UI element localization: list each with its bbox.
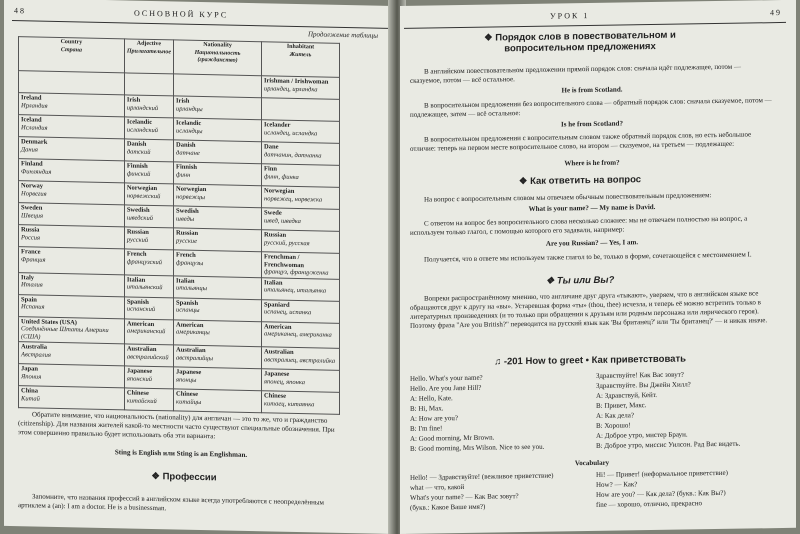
inhabitant-cell [262, 230, 340, 254]
cell-ru: исландец, исландка [264, 128, 318, 137]
dialog-line: Hello. What's your name? [410, 373, 483, 383]
cell-en: Irishman / Irishwoman [264, 77, 329, 86]
dialog-line: В: Хорошо! [596, 421, 631, 430]
country-cell [19, 386, 125, 410]
professions-title: ❖ Профессии [151, 470, 217, 484]
diamond-icon: ❖ [545, 275, 557, 287]
dialog-line: В: Привет, Макс. [596, 401, 647, 410]
nationality-cell [174, 162, 262, 186]
cell-ru: француз, француженка [264, 268, 329, 277]
cell-ru: русский, русская [264, 238, 310, 247]
cell-en: Russian [126, 228, 149, 236]
nationality-cell [174, 140, 262, 164]
vocabulary-item: what — что, какой [410, 482, 465, 492]
cell-ru: шведы [176, 214, 195, 223]
running-head-right: УРОК 1 [550, 11, 590, 21]
cell-en: Norwegian [126, 184, 158, 193]
nationality-cell [174, 206, 262, 230]
cell-en: Iceland [21, 116, 42, 124]
cell-ru: ирландец, ирландка [264, 84, 318, 93]
running-head: ОСНОВНОЙ КУРС [134, 8, 229, 20]
cell-en: Italian [264, 278, 283, 287]
cell-ru: норвежцы [176, 192, 205, 201]
answer-title: ❖ Как ответить на вопрос [518, 174, 642, 188]
right-page [400, 0, 796, 534]
vocabulary-item: How are you? — Как дела? (букв.: Как Вы?) [596, 488, 726, 499]
cell-ru: Норвегия [21, 189, 47, 198]
dialog-russian [596, 368, 780, 451]
country-cell [19, 71, 125, 95]
inhabitant-cell [262, 142, 340, 166]
cell-ru: датчане [176, 148, 200, 157]
country-cell [19, 316, 125, 344]
cell-en: Finnish [126, 162, 148, 170]
vocabulary-item: fine — хорошо, отлично, прекрасно [596, 499, 703, 509]
cell-ru: испанский [126, 305, 156, 314]
dialog-line: А: Как дела? [596, 411, 634, 420]
vocabulary-item: (букв.: Какое Ваше имя?) [410, 502, 486, 512]
cell-en: Norwegian [176, 185, 207, 194]
cell-en: United States (USA) [21, 317, 77, 326]
cell-en: Spanish [126, 297, 149, 306]
adjective-cell [124, 73, 173, 96]
cell-ru: датский [126, 147, 151, 156]
cell-en: Icelander [264, 121, 291, 129]
inhabitant-cell [262, 98, 340, 122]
country-cell [19, 115, 125, 139]
thou-you-title: ❖ Ты или Вы? [545, 274, 615, 287]
nationality-cell [174, 345, 262, 369]
country-cell [19, 364, 125, 388]
cell-en: Irish [176, 97, 190, 105]
nationality-cell [174, 297, 262, 321]
cell-ru: итальянский [126, 283, 163, 292]
cell-ru [176, 75, 259, 77]
inhabitant-cell [262, 120, 340, 144]
cell-ru: исландцы [176, 126, 203, 135]
dialog-line: Hello. Are you Jane Hill? [410, 383, 482, 393]
nationality-cell [174, 118, 262, 142]
cell-en: American [126, 319, 155, 328]
cell-en: Irish [126, 96, 141, 104]
thou-you-text: Вопреки распространённому мнению, что англичане друг друга «тыкают», уверяем, что в английском языке все обращаются друг к другу на «вы». Устаревшая форма «ты» (thou, thee) исчезла, и теперь её можно встретить только в литературных произведениях (и то только при обращении к друзьям или родным персонажа или лирического героя). Поэтому фраза "Are you British?" переводится на русский язык как 'Вы британец?' или 'Ты британец?' — и никак иначе. [410, 289, 768, 330]
cell-en: Japan [21, 365, 38, 373]
table-caption: Продолжение таблицы [307, 30, 378, 40]
cell-ru: японский [126, 374, 152, 383]
word-order-example-2: Is he from Scotland? [561, 119, 623, 129]
adjective-cell [124, 117, 173, 140]
cell-en: American [264, 322, 292, 331]
cell-ru: японцы [176, 375, 197, 384]
diamond-icon: ❖ [151, 470, 163, 483]
vocabulary-item: Hi! — Привет! (неформальное приветствие) [596, 468, 728, 479]
cell-ru [264, 99, 337, 101]
cell-en: Australian [264, 348, 294, 356]
cell-en: Swedish [176, 207, 199, 215]
dialog-title: ♫ -201 How to greet • Как приветствовать [494, 353, 686, 368]
dialog-line: A: Good morning, Mr Brown. [410, 433, 495, 443]
cell-en: Swedish [126, 206, 150, 214]
cell-ru: Ирландия [21, 101, 48, 110]
adjective-cell [124, 249, 173, 276]
cell-en: Dane [264, 143, 279, 151]
cell-ru: русские [176, 236, 198, 245]
nationality-cell [174, 319, 262, 346]
cell-ru: японец, японка [264, 377, 306, 386]
cell-ru: Соединённые Штаты Америки (США) [21, 325, 109, 341]
cell-ru: датчанин, датчанка [264, 150, 322, 160]
adjective-cell [124, 205, 173, 228]
cell-ru [21, 72, 122, 74]
country-cell [19, 247, 125, 275]
word-order-p2: В вопросительном предложении без вопросительного слова — обратный порядок слов: сначала сказуемое, потом — подлежащее, затем — всё остальное: [410, 96, 772, 119]
nationality-note: Обратите внимание, что национальность (nationality) для англичан — это то же, что и гражданство (citizenship). Для названия жителей какой-то местности часто существуют специальные обозначения. При этом совершенно правильно будет использовать оба эти варианта: [18, 410, 335, 441]
answer-p3: Получается, что в ответе мы используем также глагол to be, только в форме, сочетающейся с местоимением I. [424, 250, 752, 264]
dialog-line: B: Good morning, Mrs Wilson. Nice to see you. [410, 442, 545, 453]
dialog-line: B: I'm fine! [410, 424, 443, 433]
cell-en: Japanese [126, 367, 153, 375]
cell-ru: китайцы [176, 397, 202, 406]
cell-en: Japanese [176, 368, 202, 377]
cell-en [176, 75, 259, 77]
cell-ru: французы [176, 258, 204, 267]
inhabitant-cell [262, 277, 340, 301]
cell-en: Finn [264, 165, 278, 173]
country-cell [19, 294, 125, 318]
cell-ru: норвежец, норвежка [264, 194, 323, 204]
nationality-cell [174, 367, 262, 391]
country-cell [19, 181, 125, 205]
left-page [4, 0, 392, 534]
vocabulary-title: Vocabulary [574, 458, 610, 468]
vocabulary-item: Hello! — Здравствуйте! (вежливое приветствие) [410, 471, 554, 482]
cell-en: Ireland [21, 94, 42, 102]
adjective-cell [124, 139, 173, 162]
cell-en: Russian [264, 231, 287, 239]
cell-en: Sweden [21, 204, 43, 212]
word-order-title: ❖ Порядок слов в повествовательном и вопросительном предложениях [484, 29, 676, 55]
header-nationality: Nationality Национальность (гражданство) [174, 40, 262, 76]
dialog-english [410, 371, 590, 454]
cell-ru: финский [126, 169, 151, 178]
country-cell [19, 272, 125, 296]
cell-ru: австралийский [126, 352, 169, 361]
cell-ru: итальянцы [176, 284, 207, 293]
adjective-cell [124, 344, 173, 367]
adjective-cell [124, 366, 173, 389]
cell-ru: норвежский [126, 191, 161, 200]
country-cell [19, 203, 125, 227]
inhabitant-cell [262, 76, 340, 100]
inhabitant-cell [262, 391, 340, 415]
cell-ru: ирландский [126, 103, 159, 112]
cell-en: Finland [21, 160, 43, 168]
cell-en [127, 74, 171, 75]
cell-ru: испанец, испанка [264, 308, 312, 317]
cell-ru: ирландцы [176, 104, 203, 113]
adjective-cell [124, 227, 173, 250]
cell-en: American [176, 320, 204, 329]
cell-ru: Япония [21, 372, 42, 381]
adjective-cell [124, 274, 173, 297]
cell-ru: Италия [21, 281, 43, 289]
cell-en: Denmark [21, 138, 48, 146]
dialog-line: В: Доброе утро, миссис Уилсон. Рад Вас видеть. [596, 439, 741, 450]
cell-ru: исландский [126, 125, 159, 134]
adjective-cell [124, 318, 173, 345]
cell-en: Italian [176, 276, 195, 285]
cell-en: France [21, 248, 41, 256]
inhabitant-cell [262, 186, 340, 210]
header-rule-right [404, 22, 786, 29]
cell-ru: австралийцы [176, 353, 214, 362]
cell-en: Danish [126, 140, 147, 148]
country-cell [19, 93, 125, 117]
country-cell [19, 342, 125, 366]
cell-en: Italian [126, 275, 146, 284]
answer-example-1: What is your name? — My name is David. [528, 202, 656, 213]
cell-en: Swede [264, 209, 282, 217]
country-cell [19, 159, 125, 183]
cell-en: Australian [126, 345, 157, 354]
adjective-cell [124, 95, 173, 118]
page-number-right: 49 [770, 7, 782, 18]
cell-ru: австралиец, австралийка [264, 355, 336, 365]
adjective-cell [124, 296, 173, 319]
country-cell [19, 225, 125, 249]
dialog-line: Здравствуйте! Как Вас зовут? [596, 370, 684, 380]
cell-en: Australia [21, 343, 47, 351]
cell-en: Spaniard [264, 300, 290, 309]
cell-en [264, 99, 337, 101]
word-order-example-1: He is from Scotland. [561, 85, 623, 95]
nationality-cell [174, 96, 262, 120]
adjective-cell [124, 388, 173, 411]
country-cell [19, 137, 125, 161]
dialog-line: B: Hi, Max. [410, 404, 444, 413]
cell-ru: французский [126, 257, 162, 266]
cell-en: Danish [176, 141, 196, 149]
cell-en: Norway [21, 182, 44, 190]
professions-text: Запомните, что названия профессий в английском языке всегда употребляются с неопределённым артиклем a (an): I am a doctor. He is a businessman. [18, 492, 324, 513]
cell-ru: шведский [126, 213, 153, 222]
header-adjective: Adjective Прилагательное [124, 39, 173, 74]
cell-ru: Испания [21, 303, 45, 311]
dialog-line: A: How are you? [410, 414, 459, 423]
vocabulary-item: What's your name? — Как Вас зовут? [410, 492, 519, 502]
cell-ru: Финляндия [21, 167, 52, 176]
cell-en: Icelandic [176, 119, 202, 128]
cell-en: Russian [176, 229, 199, 237]
note-example: Sting is English или Sting is an Englishman. [114, 448, 248, 459]
nationality-cell [174, 184, 262, 208]
cell-ru: швед, шведка [264, 216, 301, 225]
cell-en: Chinese [176, 390, 199, 398]
cell-ru: американский [126, 327, 166, 336]
answer-p2: С ответом на вопрос без вопросительного слова несколько сложнее: мы не отвечаем полностью на вопрос, а используем только глагол, с помощью которого его задавали, например: [410, 214, 748, 237]
cell-ru: финн [176, 170, 191, 179]
cell-en: Frenchman / Frenchwoman [264, 253, 304, 269]
cell-ru: Исландия [21, 123, 48, 132]
nationality-cell [174, 389, 262, 413]
header-inhabitant: Inhabitant Житель [262, 42, 340, 78]
inhabitant-cell [262, 299, 340, 323]
cell-en: Icelandic [126, 118, 153, 126]
cell-en: Norwegian [264, 187, 295, 195]
cell-en: Finnish [176, 163, 197, 171]
cell-ru: Швеция [21, 211, 44, 220]
vocabulary-left [410, 470, 590, 513]
cell-en: Japanese [264, 370, 290, 378]
diamond-icon: ❖ [484, 32, 496, 44]
page-number: 48 [14, 6, 26, 16]
inhabitant-cell [262, 208, 340, 232]
vocabulary-item: How? — Как? [596, 480, 638, 489]
cell-ru: китаец, китаянка [264, 399, 315, 408]
word-order-p3: В вопросительном предложении с вопросительным словом также обратный порядок слов, но есть небольшое отличие: теперь на первом месте вопросительное слово, на втором — сказуемое, на третьем — подлежащее: [410, 130, 752, 153]
nationality-table [18, 36, 340, 415]
cell-ru: китайский [126, 396, 157, 405]
nationality-cell [174, 250, 262, 277]
dialog-line: Здравствуйте. Вы Джейн Хилл? [596, 380, 691, 390]
cell-ru: испанцы [176, 306, 200, 314]
answer-example-2: Are you Russian? — Yes, I am. [545, 238, 639, 248]
dialog-line: A: Hello, Kate. [410, 394, 453, 403]
cell-ru: русский [126, 235, 149, 244]
cell-en: Australian [176, 346, 206, 355]
cell-en: French [176, 251, 196, 259]
cell-en: Chinese [126, 389, 149, 397]
cell-ru: американец, американка [264, 330, 332, 339]
cell-ru: Китай [21, 394, 40, 403]
cell-ru [127, 74, 171, 75]
nationality-cell [174, 275, 262, 299]
cell-en: Chinese [264, 392, 287, 400]
nationality-cell [174, 74, 262, 98]
inhabitant-cell [262, 347, 340, 371]
dialog-line: А: Доброе утро, мистер Браун. [596, 430, 688, 440]
adjective-cell [124, 183, 173, 206]
inhabitant-cell [262, 321, 340, 348]
cell-ru: Дания [21, 145, 38, 154]
nationality-cell [174, 228, 262, 252]
cell-en: Italy [21, 273, 34, 282]
cell-ru: итальянец, итальянка [264, 286, 327, 295]
cell-en: Spain [21, 295, 37, 304]
cell-ru: Франция [21, 255, 46, 264]
vocabulary-right [596, 467, 780, 510]
word-order-example-3: Where is he from? [564, 158, 620, 168]
cell-ru: Австралия [21, 350, 51, 359]
cell-ru: финн, финка [264, 172, 299, 181]
dialog-line: А: Здравствуй, Кейт. [596, 390, 658, 400]
inhabitant-cell [262, 252, 340, 279]
cell-en [21, 72, 122, 74]
cell-ru: Россия [21, 233, 41, 242]
cell-en: French [126, 250, 147, 258]
inhabitant-cell [262, 164, 340, 188]
inhabitant-cell [262, 369, 340, 393]
adjective-cell [124, 161, 173, 184]
word-order-p1: В английском повествовательном предложении прямой порядок слов: сначала идёт подлежащее, потом — сказуемое, потом — всё остальное. [410, 62, 741, 85]
cell-ru: американцы [176, 328, 210, 337]
cell-en: Spanish [176, 298, 199, 307]
cell-en: Russia [21, 226, 40, 234]
cell-en: China [21, 387, 38, 395]
answer-p1: На вопрос с вопросительным словом мы отвечаем обычным повествовательным предложением: [424, 191, 712, 204]
header-country: Country Страна [19, 37, 125, 73]
audio-track-icon: ♫ [494, 356, 504, 368]
diamond-icon: ❖ [518, 175, 531, 188]
